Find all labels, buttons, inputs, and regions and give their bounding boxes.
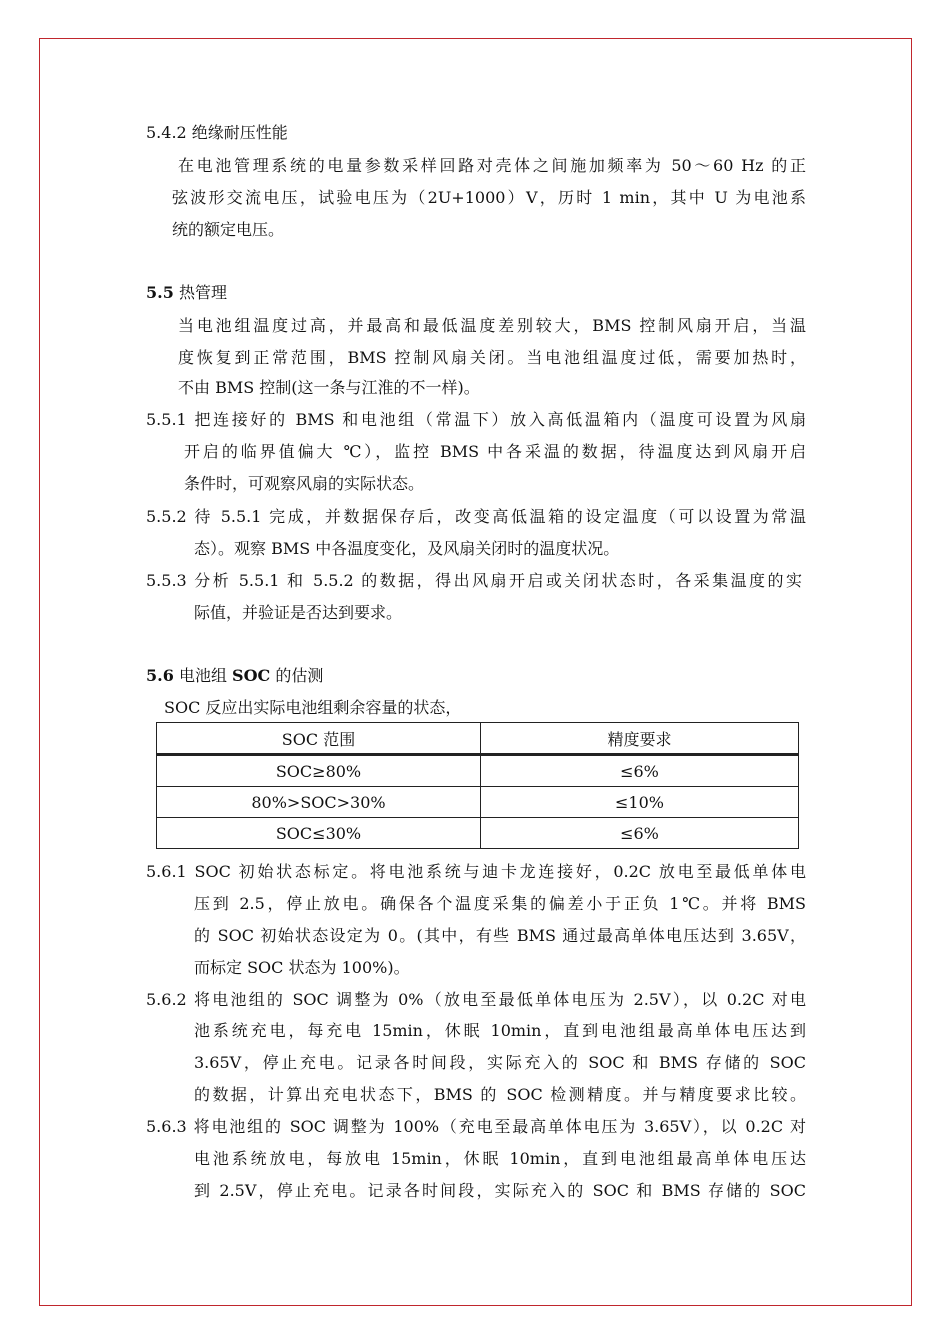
- section-5-5-line-1: 当电池组温度过高，并最高和最低温度差别较大，BMS 控制风扇开启，当温: [178, 316, 806, 335]
- table-row: [157, 818, 799, 849]
- section-5-6-heading: [146, 666, 323, 686]
- section-5-5-2-line-2: 态）。观察 BMS 中各温度变化，及风扇关闭时的温度状况。: [194, 539, 620, 558]
- table-header-row: [157, 723, 799, 755]
- section-5-4-2-line-2: 弦波形交流电压，试验电压为（2U+1000）V，历时 1 min，其中 U 为电池系: [172, 188, 806, 207]
- section-5-5-1-line-2: 开启的临界值偏大 ℃），监控 BMS 中各采温的数据，待温度达到风扇开启: [184, 442, 806, 461]
- section-5-6-2-line-2: 池系统充电，每充电 15min，休眠 10min，直到电池组最高单体电压达到: [194, 1021, 806, 1040]
- section-5-4-2-line-3: 统的额定电压。: [172, 220, 285, 239]
- section-5-6-1-line-4: 而标定 SOC 状态为 100%)。: [194, 958, 410, 977]
- section-5-5-1-line-1: 5.5.1 把连接好的 BMS 和电池组（常温下）放入高低温箱内（温度可设置为风扇: [146, 410, 806, 429]
- table-cell: ≤6%: [481, 755, 799, 787]
- section-5-6-title-post: 的估测: [275, 666, 324, 685]
- section-5-5-3-line-2: 际值，并验证是否达到要求。: [194, 603, 403, 622]
- table-cell: SOC≤30%: [157, 818, 481, 849]
- table-row: [157, 755, 799, 787]
- section-5-6-title-pre: 电池组: [178, 666, 227, 685]
- section-5-6-3-line-1: 5.6.3 将电池组的 SOC 调整为 100%（充电至最高单体电压为 3.65V），以 0.2C 对: [146, 1117, 806, 1136]
- section-5-5-1-line-3: 条件时，可观察风扇的实际状态。: [184, 474, 425, 493]
- section-5-6-number: 5.6: [146, 666, 174, 685]
- table-header-cell: 精度要求: [481, 723, 799, 755]
- table-cell: SOC≥80%: [157, 755, 481, 787]
- section-5-6-2-line-1: 5.6.2 将电池组的 SOC 调整为 0%（放电至最低单体电压为 2.5V），以 0.2C 对电: [146, 990, 806, 1009]
- section-5-6-2-line-4: 的数据，计算出充电状态下，BMS 的 SOC 检测精度。并与精度要求比较。: [194, 1085, 806, 1104]
- section-5-6-1-line-1: 5.6.1 SOC 初始状态标定。将电池系统与迪卡龙连接好，0.2C 放电至最低单体电: [146, 862, 806, 881]
- section-5-5-line-3: 不由 BMS 控制(这一条与江淮的不一样)。: [178, 378, 480, 397]
- section-5-4-2-line-1: 在电池管理系统的电量参数采样回路对壳体之间施加频率为 50～60 Hz 的正: [178, 156, 806, 175]
- section-5-5-3-line-1: 5.5.3 分析 5.5.1 和 5.5.2 的数据，得出风扇开启或关闭状态时，各采集温度的实: [146, 571, 802, 590]
- table-cell: 80%>SOC>30%: [157, 787, 481, 818]
- section-5-5-line-2: 度恢复到正常范围，BMS 控制风扇关闭。当电池组温度过低，需要加热时，: [178, 348, 806, 367]
- section-5-6-intro: SOC 反应出实际电池组剩余容量的状态，: [164, 698, 462, 717]
- section-5-5-2-line-1: 5.5.2 待 5.5.1 完成，并数据保存后，改变高低温箱的设定温度（可以设置为常温: [146, 507, 806, 526]
- table-cell: ≤10%: [481, 787, 799, 818]
- section-5-6-1-line-2: 压到 2.5，停止放电。确保各个温度采集的偏差小于正负 1℃。并将 BMS: [194, 894, 806, 913]
- section-5-6-title-bold: SOC: [232, 666, 271, 685]
- table-cell: ≤6%: [481, 818, 799, 849]
- section-5-6-3-line-3: 到 2.5V，停止充电。记录各时间段，实际充入的 SOC 和 BMS 存储的 SOC: [194, 1181, 806, 1200]
- section-5-6-3-line-2: 电池系统放电，每放电 15min，休眠 10min，直到电池组最高单体电压达: [194, 1149, 806, 1168]
- table-row: [157, 787, 799, 818]
- section-5-6-2-line-3: 3.65V，停止充电。记录各时间段，实际充入的 SOC 和 BMS 存储的 SOC: [194, 1053, 806, 1072]
- table-header-cell: SOC 范围: [157, 723, 481, 755]
- soc-accuracy-table: [156, 722, 799, 849]
- section-5-5-heading: [146, 283, 227, 303]
- section-5-4-2-heading: 5.4.2 绝缘耐压性能: [146, 123, 288, 142]
- section-5-6-1-line-3: 的 SOC 初始状态设定为 0。(其中，有些 BMS 通过最高单体电压达到 3.65V，: [194, 926, 806, 945]
- section-5-5-title: 热管理: [178, 283, 227, 302]
- section-5-5-number: 5.5: [146, 283, 174, 302]
